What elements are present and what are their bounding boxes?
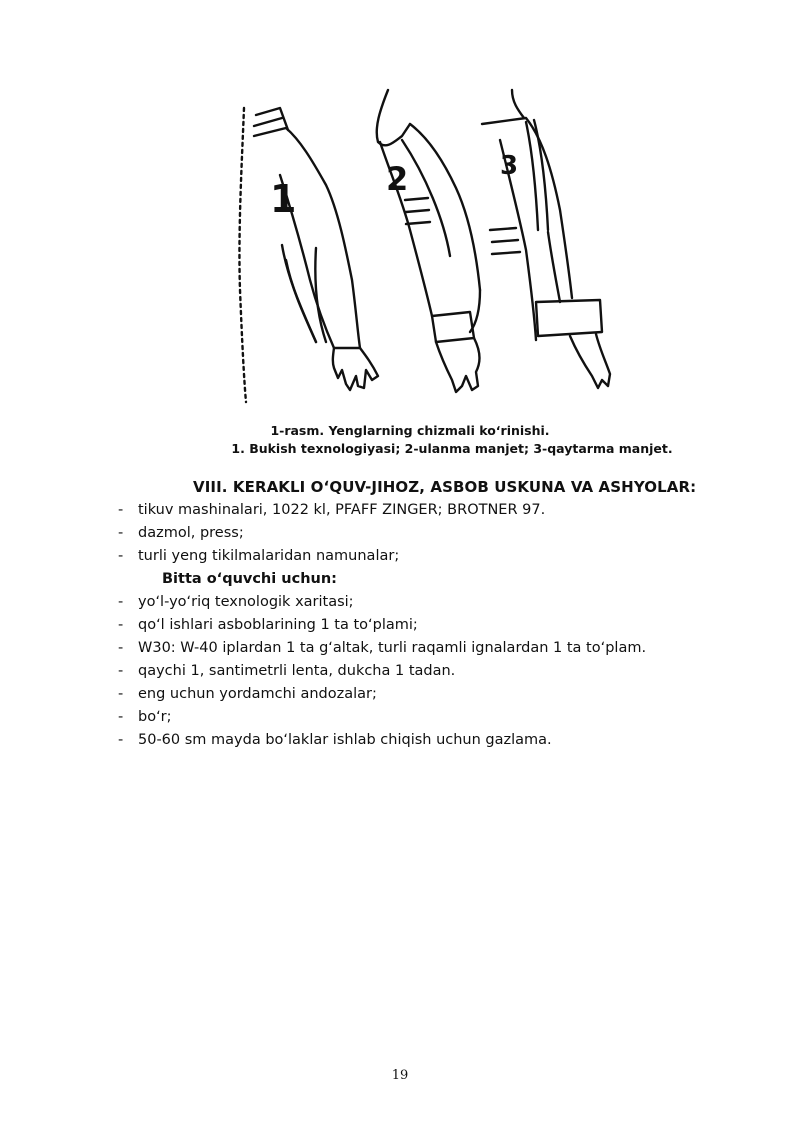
list-item <box>118 637 758 660</box>
list-item <box>118 591 758 614</box>
figure-label-2: 2 <box>386 160 409 198</box>
sleeve-drawing-svg <box>230 80 630 410</box>
sleeve-figure-1 <box>239 108 378 402</box>
list-bullet: - <box>118 617 124 633</box>
figure-caption-title: 1-rasm. Yenglarning chizmali koʻrinishi. <box>270 423 550 438</box>
list-bullet: - <box>118 525 124 541</box>
list-item-text: boʻr; <box>138 709 172 725</box>
sleeve-figure-3 <box>482 90 610 388</box>
list-item-text: 50-60 sm mayda boʻlaklar ishlab chiqish uchun gazlama. <box>138 732 552 748</box>
page-number: 19 <box>391 1068 409 1083</box>
figure-caption-legend: 1. Bukish texnologiyasi; 2-ulanma manjet; 3-qaytarma manjet. <box>231 441 673 456</box>
list-bullet: - <box>118 709 124 725</box>
figure-label-1: 1 <box>270 177 297 221</box>
list-item-text: tikuv mashinalari, 1022 kl, PFAFF ZINGER; BROTNER 97. <box>138 502 546 518</box>
equipment-list <box>118 499 758 752</box>
list-item <box>118 683 758 706</box>
list-bullet: - <box>118 640 124 656</box>
list-bullet: - <box>118 686 124 702</box>
list-item-text: dazmol, press; <box>138 525 244 541</box>
list-item-text: yoʻl-yoʻriq texnologik xaritasi; <box>138 594 354 610</box>
list-item-text: W30: W-40 iplardan 1 ta gʻaltak, turli raqamli ignalardan 1 ta toʻplam. <box>138 640 647 656</box>
student-subheading: Bitta oʻquvchi uchun: <box>162 571 337 587</box>
list-item <box>118 729 758 752</box>
list-item-text: qaychi 1, santimetrli lenta, dukcha 1 tadan. <box>138 663 456 679</box>
list-item <box>118 660 758 683</box>
list-bullet: - <box>118 502 124 518</box>
section-heading: VIII. KERAKLI OʻQUV-JIHOZ, ASBOB USKUNA VA ASHYOLAR: <box>193 478 697 496</box>
list-bullet: - <box>118 663 124 679</box>
list-item-text: turli yeng tikilmalaridan namunalar; <box>138 548 400 564</box>
list-bullet: - <box>118 548 124 564</box>
list-item <box>118 545 758 568</box>
list-item-text: qoʻl ishlari asboblarining 1 ta toʻplami; <box>138 617 418 633</box>
figure-label-3: 3 <box>500 151 519 181</box>
list-bullet: - <box>118 732 124 748</box>
list-item <box>118 499 758 522</box>
list-item <box>118 614 758 637</box>
list-item <box>118 522 758 545</box>
sleeve-illustration <box>230 80 630 410</box>
sleeve-figure-2 <box>377 90 480 392</box>
list-item-text: eng uchun yordamchi andozalar; <box>138 686 377 702</box>
list-item <box>118 706 758 729</box>
list-bullet: - <box>118 594 124 610</box>
